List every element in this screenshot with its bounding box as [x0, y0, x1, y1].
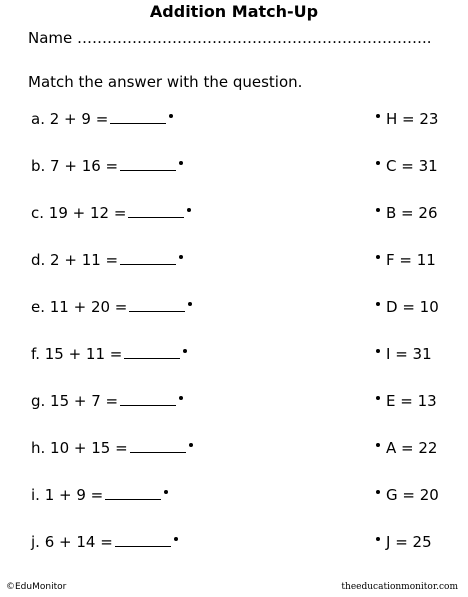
answer-option	[376, 298, 439, 316]
question	[31, 110, 173, 128]
bullet-dot-icon	[376, 208, 380, 212]
answer-text: F = 11	[386, 251, 436, 269]
match-row	[0, 157, 468, 181]
answer-text: H = 23	[386, 110, 439, 128]
bullet-dot-icon	[174, 537, 178, 541]
question-text: d. 2 + 11 =	[31, 251, 119, 269]
answer-text: I = 31	[386, 345, 432, 363]
answer-blank[interactable]	[110, 111, 166, 124]
question	[31, 204, 191, 222]
question-text: a. 2 + 9 =	[31, 110, 109, 128]
match-row	[0, 298, 468, 322]
answer-text: E = 13	[386, 392, 437, 410]
match-row	[0, 439, 468, 463]
question	[31, 298, 192, 316]
name-line: Name ……………………………………………………………..	[28, 29, 432, 47]
answer-option	[376, 204, 437, 222]
answer-text: D = 10	[386, 298, 439, 316]
bullet-dot-icon	[376, 396, 380, 400]
match-row	[0, 204, 468, 228]
bullet-dot-icon	[376, 443, 380, 447]
question-text: f. 15 + 11 =	[31, 345, 123, 363]
answer-option	[376, 392, 437, 410]
answer-text: A = 22	[386, 439, 438, 457]
answer-text: J = 25	[386, 533, 432, 551]
match-row	[0, 345, 468, 369]
answer-text: B = 26	[386, 204, 438, 222]
bullet-dot-icon	[179, 255, 183, 259]
answer-blank[interactable]	[120, 252, 176, 265]
answer-text: G = 20	[386, 486, 439, 504]
bullet-dot-icon	[187, 208, 191, 212]
bullet-dot-icon	[376, 255, 380, 259]
bullet-dot-icon	[188, 302, 192, 306]
question-text: i. 1 + 9 =	[31, 486, 104, 504]
bullet-dot-icon	[164, 490, 168, 494]
question-text: h. 10 + 15 =	[31, 439, 128, 457]
answer-option	[376, 110, 438, 128]
bullet-dot-icon	[183, 349, 187, 353]
match-row	[0, 392, 468, 416]
match-row	[0, 251, 468, 275]
bullet-dot-icon	[179, 396, 183, 400]
answer-blank[interactable]	[124, 346, 180, 359]
bullet-dot-icon	[169, 114, 173, 118]
bullet-dot-icon	[376, 490, 380, 494]
answer-blank[interactable]	[115, 534, 171, 547]
bullet-dot-icon	[376, 161, 380, 165]
question	[31, 157, 183, 175]
match-row	[0, 110, 468, 134]
question	[31, 439, 193, 457]
copyright-footer: ©EduMonitor	[6, 582, 67, 592]
instruction-text: Match the answer with the question.	[28, 73, 303, 91]
answer-blank[interactable]	[128, 205, 184, 218]
answer-option	[376, 533, 432, 551]
question	[31, 251, 183, 269]
bullet-dot-icon	[376, 114, 380, 118]
answer-blank[interactable]	[120, 158, 176, 171]
question-text: b. 7 + 16 =	[31, 157, 119, 175]
question-text: e. 11 + 20 =	[31, 298, 128, 316]
answer-option	[376, 251, 436, 269]
answer-blank[interactable]	[129, 299, 185, 312]
question-text: g. 15 + 7 =	[31, 392, 119, 410]
website-footer: theeducationmonitor.com	[341, 582, 458, 592]
worksheet-title: Addition Match-Up	[149, 2, 319, 21]
question-text: j. 6 + 14 =	[31, 533, 113, 551]
bullet-dot-icon	[189, 443, 193, 447]
answer-option	[376, 486, 439, 504]
answer-option	[376, 439, 437, 457]
answer-blank[interactable]	[120, 393, 176, 406]
question	[31, 533, 178, 551]
question	[31, 345, 187, 363]
match-row	[0, 486, 468, 510]
bullet-dot-icon	[376, 537, 380, 541]
answer-blank[interactable]	[105, 487, 161, 500]
bullet-dot-icon	[179, 161, 183, 165]
answer-text: C = 31	[386, 157, 438, 175]
question	[31, 486, 168, 504]
question	[31, 392, 183, 410]
bullet-dot-icon	[376, 302, 380, 306]
match-row	[0, 533, 468, 557]
answer-option	[376, 345, 432, 363]
answer-option	[376, 157, 438, 175]
answer-blank[interactable]	[130, 440, 186, 453]
question-text: c. 19 + 12 =	[31, 204, 127, 222]
bullet-dot-icon	[376, 349, 380, 353]
